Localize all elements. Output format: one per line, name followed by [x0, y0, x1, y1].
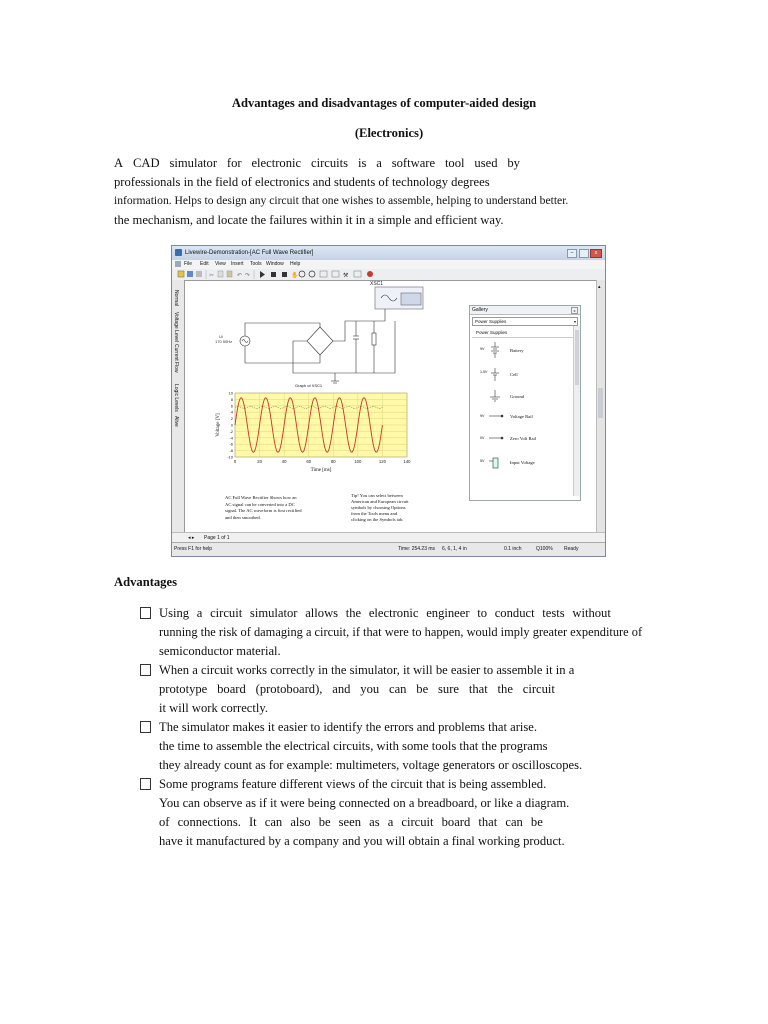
toolbar-icons[interactable]: [176, 269, 416, 280]
caption-right-line: Tip! You can select between: [351, 493, 403, 498]
tab-current-flow[interactable]: Current Flow: [173, 344, 179, 373]
resistor-symbol: [372, 333, 376, 345]
stop-icon: [282, 272, 287, 277]
word: that: [478, 815, 498, 829]
advantage-1-line-1: [159, 605, 611, 621]
cut-icon: ✂: [209, 273, 215, 279]
gallery-item-value: 9V: [480, 347, 485, 351]
word: without: [572, 606, 611, 620]
advantage-4-line-2: You can observe as if it were being connected on a breadboard, or like a diagram.: [159, 796, 570, 810]
y-tick-label: 10: [228, 390, 233, 396]
hand-icon: ✋: [291, 273, 299, 279]
word: the: [345, 606, 362, 620]
word: conduct: [494, 606, 535, 620]
word: you: [360, 682, 380, 696]
source-label-1: Ui: [219, 334, 223, 339]
scope-label: XSC1: [370, 281, 384, 287]
window-titlebar: [172, 246, 605, 260]
word: can: [264, 815, 283, 829]
word: tool: [444, 156, 465, 170]
advantage-1-line-3: semiconductor material.: [159, 644, 281, 658]
word: to: [477, 606, 488, 620]
pause-icon: [271, 272, 276, 277]
y-axis-label: Voltage [V]: [216, 413, 221, 437]
zoom-icon: [299, 271, 305, 277]
circuit-schematic: [205, 281, 445, 391]
advantage-3-line-1: The simulator makes it easier to identify the errors and problems that arise.: [159, 720, 538, 734]
ground-icon: [488, 390, 502, 404]
word: for: [226, 156, 242, 170]
gallery-item-value: 9V: [480, 414, 485, 418]
battery-icon: [488, 342, 502, 358]
source-label-2: 170 50Hz: [215, 339, 233, 344]
word: circuit: [401, 815, 434, 829]
gallery-panel: [469, 305, 581, 501]
menu-item-window[interactable]: Window: [266, 261, 284, 267]
word: of: [159, 815, 170, 829]
word: also: [290, 815, 311, 829]
advantages-heading: Advantages: [114, 575, 177, 589]
open-icon: [178, 271, 184, 277]
menu-bar: [172, 260, 605, 269]
graph-title: Graph of XSC1: [295, 383, 323, 388]
word: used: [474, 156, 498, 170]
tool-icon: ⚒: [343, 273, 349, 279]
play-icon: [260, 271, 265, 278]
word: is: [357, 156, 367, 170]
menu-item-view[interactable]: View: [215, 261, 226, 267]
advantage-3-line-2: the time to assemble the electrical circuits, with some tools that the programs: [159, 739, 548, 753]
voltage-rail-icon: [488, 412, 504, 422]
page-title: Advantages and disadvantages of computer-aided design: [231, 96, 537, 110]
gallery-item-input-voltage[interactable]: [472, 456, 568, 474]
intro-line-1: [114, 155, 520, 171]
undo-icon: ↶: [237, 273, 243, 279]
gallery-item-label: Battery: [510, 348, 524, 353]
gallery-item-ground[interactable]: [472, 390, 568, 406]
copy-icon: [218, 271, 223, 277]
y-tick-label: -6: [229, 441, 233, 447]
x-axis-label: Time [ms]: [310, 468, 332, 473]
caption-right-line: from the Tools menu and: [351, 511, 398, 516]
x-tick-label: 140: [403, 459, 411, 464]
scope-graph: [213, 383, 425, 491]
save-icon: [187, 271, 193, 277]
status-time: Time: 254.23 ms: [398, 546, 436, 552]
word: and: [332, 682, 351, 696]
gallery-scrollbar[interactable]: [573, 326, 580, 496]
menu-item-edit[interactable]: Edit: [200, 261, 209, 267]
advantage-4-line-4: have it manufactured by a company and you will obtain a final working product.: [159, 834, 565, 848]
word: connections.: [177, 815, 241, 829]
word: simulator: [169, 156, 218, 170]
x-tick-label: 40: [281, 459, 287, 464]
tab-logic-levels[interactable]: Logic Levels: [173, 384, 179, 412]
status-zoom: Q100%: [536, 546, 553, 552]
word: board: [217, 682, 246, 696]
bullet-2: [140, 664, 151, 676]
minimize-icon[interactable]: –: [567, 249, 577, 258]
graph-icon: [320, 271, 327, 277]
tab-alive[interactable]: Alive: [173, 416, 179, 427]
word: board: [441, 815, 471, 829]
cell-icon: [488, 368, 502, 382]
x-tick-label: 0: [233, 459, 237, 464]
caption-right-line: American and European circuit: [351, 499, 409, 504]
menu-item-file[interactable]: File: [184, 261, 193, 267]
window-title: Livewire-Demonstration-[AC Full Wave Rectifier]: [185, 250, 314, 256]
word: sure: [438, 682, 459, 696]
gallery-item-voltage-rail[interactable]: [472, 412, 568, 428]
bullet-3: [140, 721, 151, 733]
page-indicator: Page 1 of 1: [204, 535, 230, 541]
word: It: [248, 815, 257, 829]
y-tick-label: 8: [230, 396, 233, 402]
caption-left-line: AC Full Wave Rectifier Shows how an: [225, 495, 297, 500]
bullet-1: [140, 607, 151, 619]
y-tick-label: 0: [230, 422, 233, 428]
y-tick-label: -4: [229, 435, 233, 441]
caption-left: [225, 495, 302, 521]
word: A: [114, 156, 124, 170]
circuit-canvas[interactable]: [184, 280, 598, 534]
caption-right-line: clicking on the Symbols tab.: [351, 517, 404, 522]
status-bar: [172, 542, 605, 556]
grid-icon: [332, 271, 339, 277]
x-tick-label: 120: [378, 459, 386, 464]
word: circuit: [522, 682, 555, 696]
word: as: [369, 815, 380, 829]
zoom-out-icon: [309, 271, 315, 277]
gallery-item-value: 0V: [480, 436, 485, 440]
status-help: Press F1 for help: [174, 546, 213, 552]
y-tick-label: 6: [230, 403, 233, 409]
page-nav-icons[interactable]: ◂ ▸: [188, 535, 195, 541]
y-tick-label: 4: [230, 409, 233, 415]
close-icon[interactable]: x: [590, 249, 602, 258]
y-tick-label: -8: [229, 448, 233, 454]
scroll-up-icon[interactable]: ▴: [598, 284, 601, 290]
word: can: [505, 815, 523, 829]
word: circuit: [210, 606, 243, 620]
component-icon: [354, 271, 361, 277]
word: electronic: [251, 156, 302, 170]
tab-normal[interactable]: Normal: [173, 290, 179, 307]
caption-left-line: and then smoothed.: [225, 514, 261, 520]
print-icon: [196, 271, 202, 277]
word: prototype: [159, 682, 208, 696]
vertical-scrollbar[interactable]: [596, 280, 605, 532]
gallery-item-cell[interactable]: [472, 368, 568, 384]
intro-line-3: information. Helps to design any circuit that one wishes to assemble, helping to understand better.: [114, 194, 569, 207]
redo-icon: ↷: [245, 273, 251, 279]
word: CAD: [132, 156, 160, 170]
caption-left-line: signal. The AC waveform is first rectified: [225, 508, 302, 513]
word: circuits: [311, 156, 349, 170]
software-screenshot: [171, 245, 606, 557]
word: be: [318, 815, 331, 829]
gallery-item-value: 5V: [480, 459, 485, 463]
y-tick-label: -2: [229, 428, 233, 434]
zero-volt-rail-icon: [488, 434, 504, 444]
record-icon: [367, 271, 373, 277]
gallery-item-label: Cell: [510, 372, 518, 377]
word: simulator: [249, 606, 298, 620]
word: be: [530, 815, 543, 829]
gallery-dropdown[interactable]: [472, 317, 578, 326]
x-tick-label: 100: [354, 459, 362, 464]
word: Using: [159, 606, 190, 620]
caption-right-line: symbols by choosing Options: [351, 505, 406, 510]
gallery-item-battery[interactable]: [472, 342, 568, 362]
scroll-thumb[interactable]: [598, 388, 603, 418]
advantage-2-line-2: [159, 681, 555, 697]
word: seen: [338, 815, 362, 829]
advantage-1-line-2: running the risk of damaging a circuit, if that were to happen, would imply greater expenditure of: [159, 625, 643, 639]
x-tick-label: 20: [257, 459, 262, 464]
word: allows: [305, 606, 339, 620]
word: the: [497, 682, 513, 696]
gallery-item-label: Input Voltage: [510, 460, 535, 465]
caption-left-line: AC signal can be converted into a DC: [225, 501, 295, 507]
advantage-4-line-3: [159, 814, 543, 830]
gallery-close-icon[interactable]: x: [571, 307, 578, 314]
word: by: [507, 156, 520, 170]
gallery-item-value: 1.5V: [480, 370, 488, 374]
input-voltage-icon: [488, 456, 504, 470]
word: electronic: [368, 606, 419, 620]
intro-line-2: professionals in the field of electronics and students of technology degrees: [114, 175, 490, 189]
advantage-2-line-3: it will work correctly.: [159, 701, 268, 715]
advantage-3-line-3: they already count as for example: multimeters, voltage generators or oscilloscopes.: [159, 758, 583, 772]
gallery-title: Gallery: [470, 306, 580, 315]
word: engineer: [426, 606, 470, 620]
status-coords: 6, 6, 1, 4 in: [442, 546, 467, 552]
x-tick-label: 60: [306, 459, 312, 464]
gallery-item-zero-volt-rail[interactable]: [472, 434, 568, 450]
advantage-4-line-1: Some programs feature different views of the circuit that is being assembled.: [159, 777, 547, 791]
caption-right: [351, 493, 409, 523]
word: be: [416, 682, 429, 696]
gallery-item-label: Voltage Rail: [510, 414, 533, 419]
y-tick-label: -10: [227, 454, 233, 460]
gallery-section: Power Supplies: [472, 328, 578, 338]
tab-voltage-level[interactable]: Voltage Level: [173, 312, 179, 343]
page-subtitle: (Electronics): [354, 126, 424, 140]
word: software: [391, 156, 436, 170]
menu-item-insert[interactable]: Insert: [231, 261, 244, 267]
menu-item-tools[interactable]: Tools: [250, 261, 262, 267]
paste-icon: [227, 271, 232, 277]
x-tick-label: 80: [330, 459, 336, 464]
word: can: [388, 682, 407, 696]
menu-item-help[interactable]: Help: [290, 261, 301, 267]
chevron-down-icon: ▾: [573, 319, 576, 324]
word: that: [468, 682, 488, 696]
gallery-scroll-thumb[interactable]: [575, 330, 579, 385]
gallery-item-label: Zero Volt Rail: [510, 436, 537, 441]
gallery-item-label: Ground: [510, 394, 525, 399]
status-state: Ready: [564, 546, 579, 552]
word: a: [196, 606, 203, 620]
word: tests: [542, 606, 565, 620]
graph-svg: [213, 389, 425, 491]
word: a: [387, 815, 394, 829]
status-grid: 0.1 inch: [504, 546, 522, 552]
maximize-icon[interactable]: [579, 249, 589, 258]
bridge-rectifier: [307, 327, 333, 355]
doc-icon: [175, 261, 181, 267]
app-icon: [175, 249, 182, 256]
intro-line-4: the mechanism, and locate the failures within it in a simple and efficient way.: [114, 213, 504, 227]
word: a: [376, 156, 382, 170]
gallery-dropdown-value: Power Supplies: [475, 319, 507, 324]
bullet-4: [140, 778, 151, 790]
y-tick-label: 2: [230, 416, 233, 422]
word: (protoboard),: [255, 682, 323, 696]
advantage-2-line-1: When a circuit works correctly in the simulator, it will be easier to assemble it in a: [159, 663, 575, 677]
